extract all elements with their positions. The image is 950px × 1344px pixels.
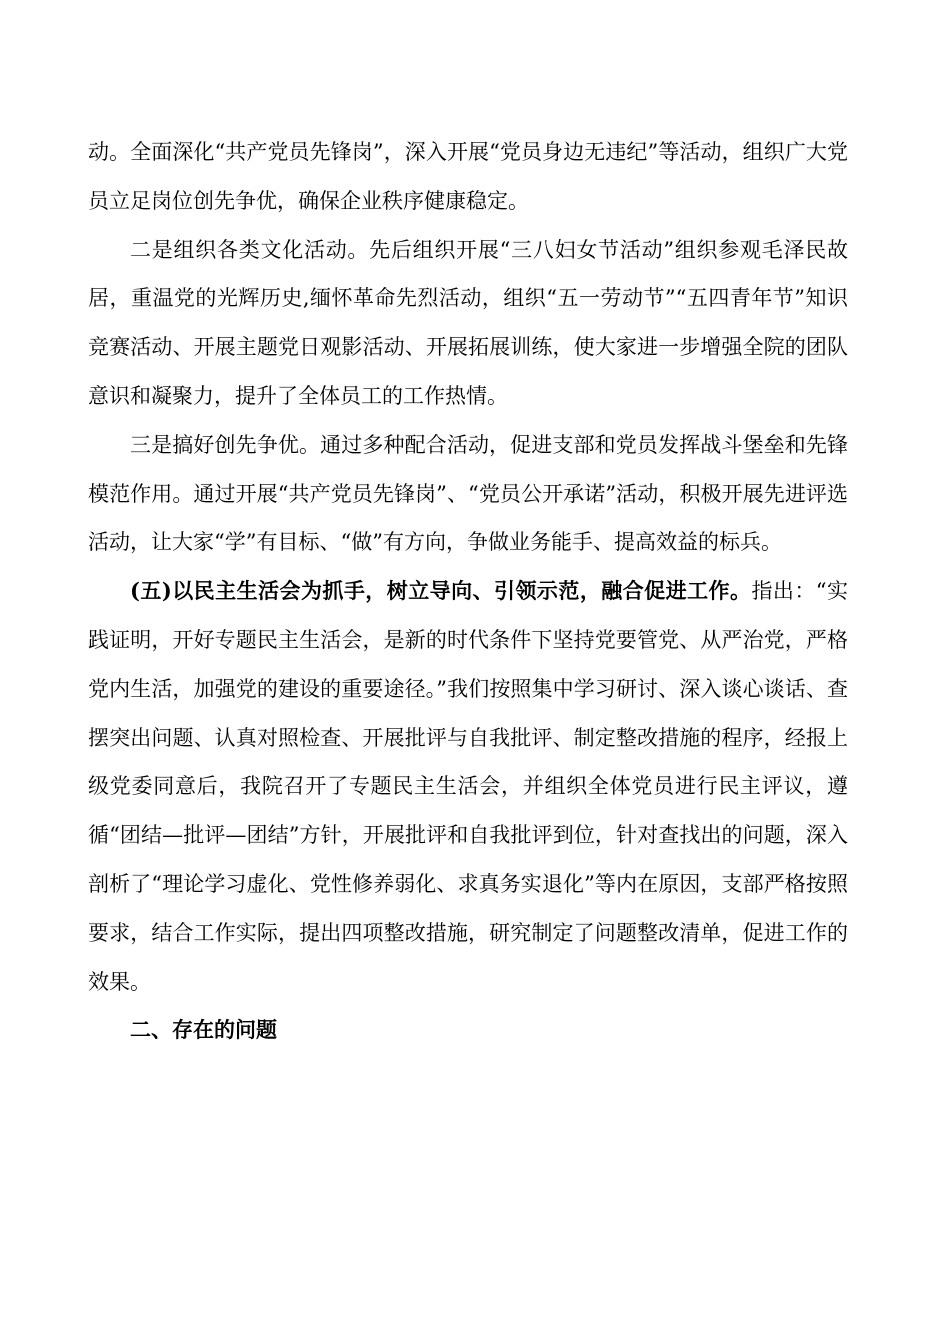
section-heading: 二、存在的问题 <box>130 1017 277 1043</box>
paragraph-continued: 动。全面深化“共产党员先锋岗”，深入开展“党员身边无违纪”等活动，组织广大党员立足岗位创先争优，确保企业秩序健康稳定。 <box>88 140 848 213</box>
document-body <box>88 128 848 1055</box>
paragraph-cultural-activities: 二是组织各类文化活动。先后组织开展“三八妇女节活动”组织参观毛泽民故居，重温党的光辉历史,缅怀革命先烈活动，组织“五一劳动节”“五四青年节”知识竞赛活动、开展主题党日观影活动、开展拓展训练，使大家进一步增强全院的团队意识和凝聚力，提升了全体员工的工作热情。 <box>88 237 849 408</box>
paragraph-excellence-competition: 三是搞好创先争优。通过多种配合活动，促进支部和党员发挥战斗堡垒和先锋模范作用。通过开展“共产党员先锋岗”、“党员公开承诺”活动，积极开展先进评选活动，让大家“学”有目标、“做”有方向，争做业务能手、提高效益的标兵。 <box>88 432 848 555</box>
paragraph-democratic-life-meeting <box>88 567 848 1006</box>
paragraph-body: 指出：“实践证明，开好专题民主生活会，是新的时代条件下坚持党要管党、从严治党，严格党内生活，加强党的建设的重要途径。”我们按照集中学习研讨、深入谈心谈话、查摆突出问题、认真对照检查、开展批评与自我批评、制定整改措施的程序，经报上级党委同意后，我院召开了专题民主生活会，并组织全体党员进行民主评议，遵循“团结—批评—团结”方针，开展批评和自我批评到位，针对查找出的问题，深入剖析了“理论学习虚化、党性修养弱化、求真务实退化”等内在原因，支部严格按照要求，结合工作实际，提出四项整改措施，研究制定了问题整改清单，促进工作的效果。 <box>88 579 848 994</box>
paragraph-heading: (五)以民主生活会为抓手，树立导向、引领示范，融合促进工作。 <box>130 578 752 604</box>
